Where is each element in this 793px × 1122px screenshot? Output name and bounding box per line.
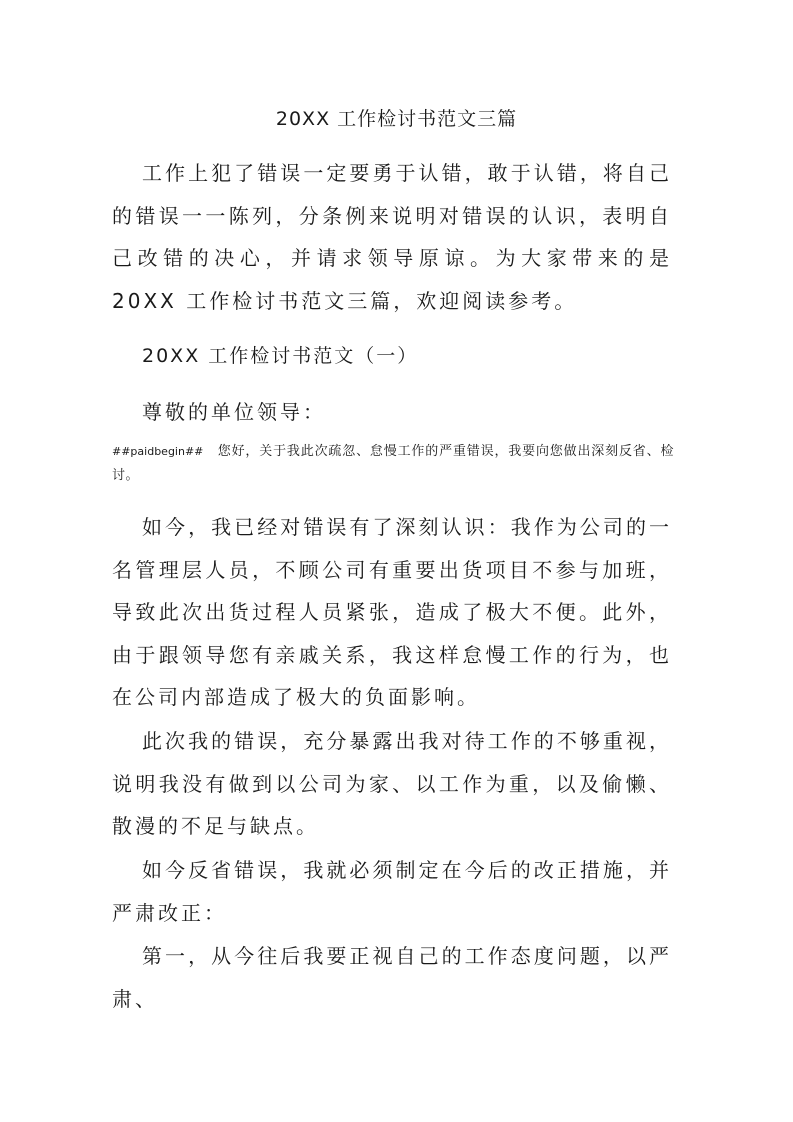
body-paragraph: 此次我的错误，充分暴露出我对待工作的不够重视，说明我没有做到以公司为家、以工作为重，以及偷懒、散漫的不足与缺点。 <box>112 729 672 838</box>
small-paragraph <box>112 440 674 488</box>
document-title: 20XX 工作检讨书范文三篇 <box>275 108 518 130</box>
body-paragraph: 如今，我已经对错误有了深刻认识：我作为公司的一名管理层人员，不顾公司有重要出货项目不参与加班，导致此次出货过程人员紧张，造成了极大不便。此外，由于跟领导您有亲戚关系，我这样怠慢工作的行为，也在公司内部造成了极大的负面影响。 <box>112 515 672 709</box>
salutation: 尊敬的单位领导： <box>142 400 326 424</box>
body-paragraph: 如今反省错误，我就必须制定在今后的改正措施，并严肃改正： <box>112 858 672 925</box>
section-heading: 20XX 工作检讨书范文（一） <box>142 345 419 367</box>
paid-marker: ##paidbegin## <box>112 445 204 458</box>
intro-paragraph: 工作上犯了错误一定要勇于认错，敢于认错，将自己的错误一一陈列，分条例来说明对错误的认识，表明自己改错的决心，并请求领导原谅。为大家带来的是 20XX 工作检讨书范文三篇，欢迎阅读参考。 <box>112 161 672 313</box>
body-paragraph: 第一，从今往后我要正视自己的工作态度问题，以严肃、 <box>112 944 672 1011</box>
small-paragraph-text: 您好，关于我此次疏忽、怠慢工作的严重错误，我要向您做出深刻反省、检讨。 <box>112 444 674 483</box>
